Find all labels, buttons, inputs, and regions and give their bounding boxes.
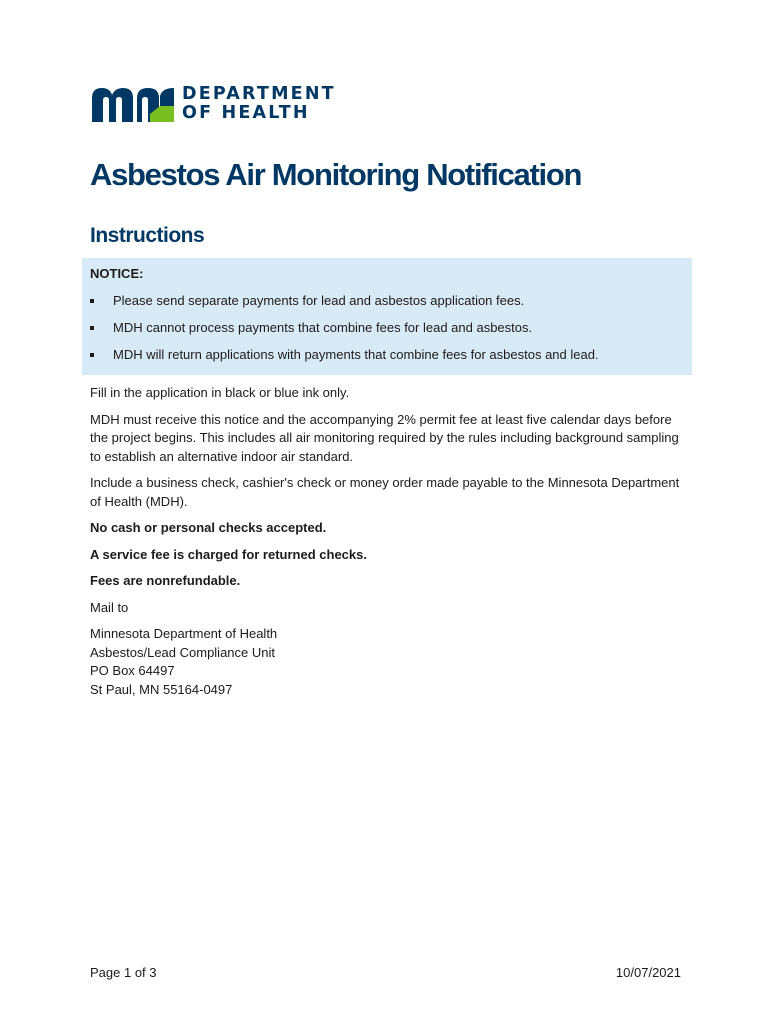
notice-item bbox=[90, 293, 692, 320]
notice-title: NOTICE: bbox=[90, 266, 144, 281]
mailing-address bbox=[90, 625, 690, 699]
mn-logo-icon bbox=[90, 84, 176, 124]
bullet-icon bbox=[90, 353, 94, 357]
payment-paragraph: Include a business check, cashier's check or money order made payable to the Minnesota Department of Health (MDH). bbox=[90, 475, 680, 509]
notice-item-text: Please send separate payments for lead and asbestos application fees. bbox=[113, 293, 525, 308]
bullet-icon bbox=[90, 326, 94, 330]
notice-item bbox=[90, 347, 692, 374]
bullet-icon bbox=[90, 299, 94, 303]
notice-box bbox=[82, 258, 692, 375]
revision-date: 10/07/2021 bbox=[615, 965, 681, 980]
logo-line-2: OF HEALTH bbox=[182, 103, 310, 123]
page-title: Asbestos Air Monitoring Notification bbox=[90, 157, 582, 192]
no-cash-notice: No cash or personal checks accepted. bbox=[90, 520, 327, 535]
nonrefundable-notice: Fees are nonrefundable. bbox=[90, 573, 241, 588]
mail-to-label: Mail to bbox=[90, 599, 129, 615]
notice-list bbox=[90, 293, 692, 374]
section-heading: Instructions bbox=[90, 224, 205, 247]
notice-item-text: MDH cannot process payments that combine fees for lead and asbestos. bbox=[113, 320, 533, 335]
service-fee-notice: A service fee is charged for returned checks. bbox=[90, 546, 367, 562]
page-number: Page 1 of 3 bbox=[90, 965, 157, 980]
logo-wordmark bbox=[182, 85, 336, 123]
ink-paragraph: Fill in the application in black or blue ink only. bbox=[90, 385, 350, 400]
instructions-body bbox=[90, 384, 690, 699]
logo-line-1: DEPARTMENT bbox=[182, 84, 336, 104]
deadline-paragraph: MDH must receive this notice and the accompanying 2% permit fee at least five calendar days before the project begins. This includes all air monitoring required by the rules including background sampling to establish an alternative indoor air standard. bbox=[90, 411, 679, 464]
mdh-logo bbox=[90, 84, 336, 124]
notice-item-text: MDH will return applications with payments that combine fees for asbestos and lead. bbox=[113, 347, 599, 362]
address-line: PO Box 64497 bbox=[90, 663, 175, 678]
notice-item bbox=[90, 320, 692, 347]
address-line: St Paul, MN 55164-0497 bbox=[90, 681, 233, 697]
address-line: Minnesota Department of Health bbox=[90, 626, 278, 641]
address-line: Asbestos/Lead Compliance Unit bbox=[90, 644, 275, 660]
